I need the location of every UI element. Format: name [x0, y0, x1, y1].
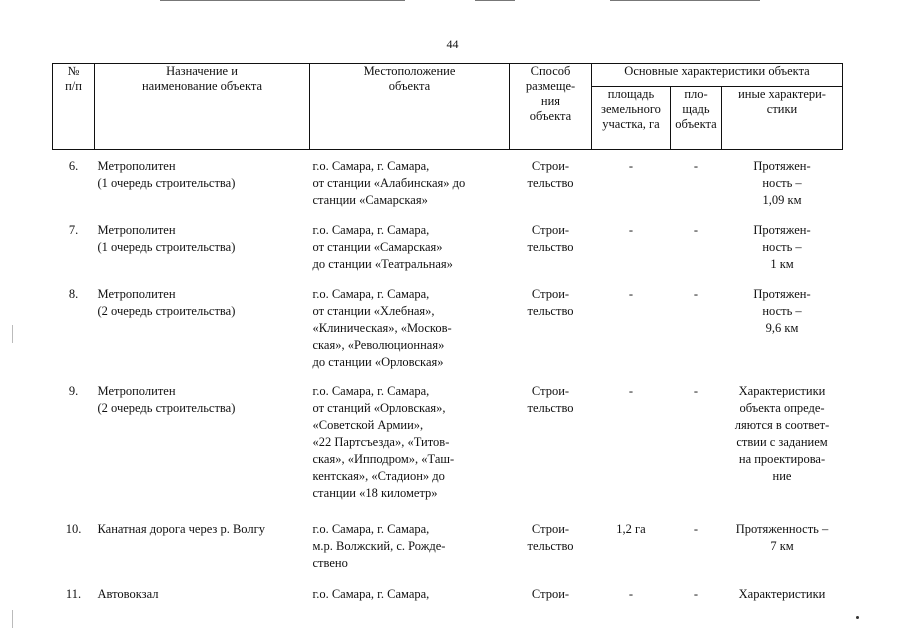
object-name: Метрополитен (1 очередь строительства)	[97, 223, 236, 254]
placement-method: Строи- тельство	[527, 522, 574, 553]
object-location: г.о. Самара, г. Самара,	[312, 587, 430, 601]
scan-top-line-3	[610, 0, 760, 1]
header-num: № п/п	[53, 64, 95, 150]
other-characteristics: Характеристики	[738, 587, 826, 601]
object-area: -	[693, 287, 699, 301]
object-location: г.о. Самара, г. Самара, от станций «Орловская», «Советской Армии», «22 Партсъезда», «Титов- ская», «Ипподром», «Таш- кентская», «Стадион» до станции «18 километр»	[312, 384, 455, 500]
table-row	[53, 515, 843, 580]
placement-method: Строи- тельство	[527, 384, 574, 415]
table-row	[53, 580, 843, 612]
table-row	[53, 280, 843, 377]
scan-top-line-1	[160, 0, 405, 1]
object-name: Метрополитен (1 очередь строительства)	[97, 159, 236, 190]
object-area: -	[693, 384, 699, 398]
other-characteristics: Протяженность – 7 км	[735, 522, 829, 553]
scan-corner-mark	[856, 616, 859, 619]
object-area: -	[693, 159, 699, 173]
land-area: -	[628, 287, 634, 301]
object-location: г.о. Самара, г. Самара, м.р. Волжский, с. Рожде- ствено	[312, 522, 446, 570]
header-characteristics-group: Основные характеристики объекта	[592, 64, 843, 87]
land-area: -	[628, 159, 634, 173]
header-name: Назначение и наименование объекта	[95, 64, 310, 150]
row-number: 11.	[65, 587, 82, 601]
placement-method: Строи- тельство	[527, 287, 574, 318]
land-area: -	[628, 587, 634, 601]
other-characteristics: Протяжен- ность – 1,09 км	[753, 159, 811, 207]
object-location: г.о. Самара, г. Самара, от станции «Самарская» до станции «Театральная»	[312, 223, 453, 271]
row-number: 7.	[68, 223, 79, 237]
other-characteristics: Характеристики объекта опреде- ляются в соответ- ствии с заданием на проектирова- ние	[734, 384, 830, 483]
page-number: 44	[446, 37, 459, 51]
header-land-area: площадь земельного участка, га	[592, 87, 671, 150]
header-object-area: пло- щадь объекта	[671, 87, 722, 150]
row-number: 10.	[65, 522, 82, 536]
row-number: 8.	[68, 287, 79, 301]
object-area: -	[693, 587, 699, 601]
row-number: 9.	[68, 384, 79, 398]
placement-method: Строи- тельство	[527, 159, 574, 190]
table-row	[53, 150, 843, 217]
land-area: -	[628, 384, 634, 398]
placement-method: Строи-	[531, 587, 570, 601]
header-other-characteristics: иные характери- стики	[722, 87, 843, 150]
placement-method: Строи- тельство	[527, 223, 574, 254]
row-number: 6.	[68, 159, 79, 173]
scan-margin-mark-2	[12, 610, 13, 628]
objects-table	[52, 63, 843, 612]
object-area: -	[693, 522, 699, 536]
land-area: 1,2 га	[616, 522, 646, 536]
object-location: г.о. Самара, г. Самара, от станции «Алабинская» до станции «Самарская»	[312, 159, 466, 207]
header-method: Способ размеще- ния объекта	[510, 64, 592, 150]
object-name: Метрополитен (2 очередь строительства)	[97, 384, 236, 415]
object-name: Автовокзал	[97, 587, 159, 601]
header-location: Местоположение объекта	[310, 64, 510, 150]
object-name: Канатная дорога через р. Волгу	[97, 522, 266, 536]
object-name: Метрополитен (2 очередь строительства)	[97, 287, 236, 318]
table-row	[53, 377, 843, 515]
object-location: г.о. Самара, г. Самара, от станции «Хлебная», «Клиническая», «Москов- ская», «Революционная» до станции «Орловская»	[312, 287, 452, 369]
table-header	[53, 64, 843, 150]
other-characteristics: Протяжен- ность – 1 км	[753, 223, 811, 271]
land-area: -	[628, 223, 634, 237]
object-area: -	[693, 223, 699, 237]
table-row	[53, 216, 843, 280]
table-body	[53, 150, 843, 613]
scan-margin-mark-1	[12, 325, 13, 343]
other-characteristics: Протяжен- ность – 9,6 км	[753, 287, 811, 335]
scan-top-line-2	[475, 0, 515, 1]
